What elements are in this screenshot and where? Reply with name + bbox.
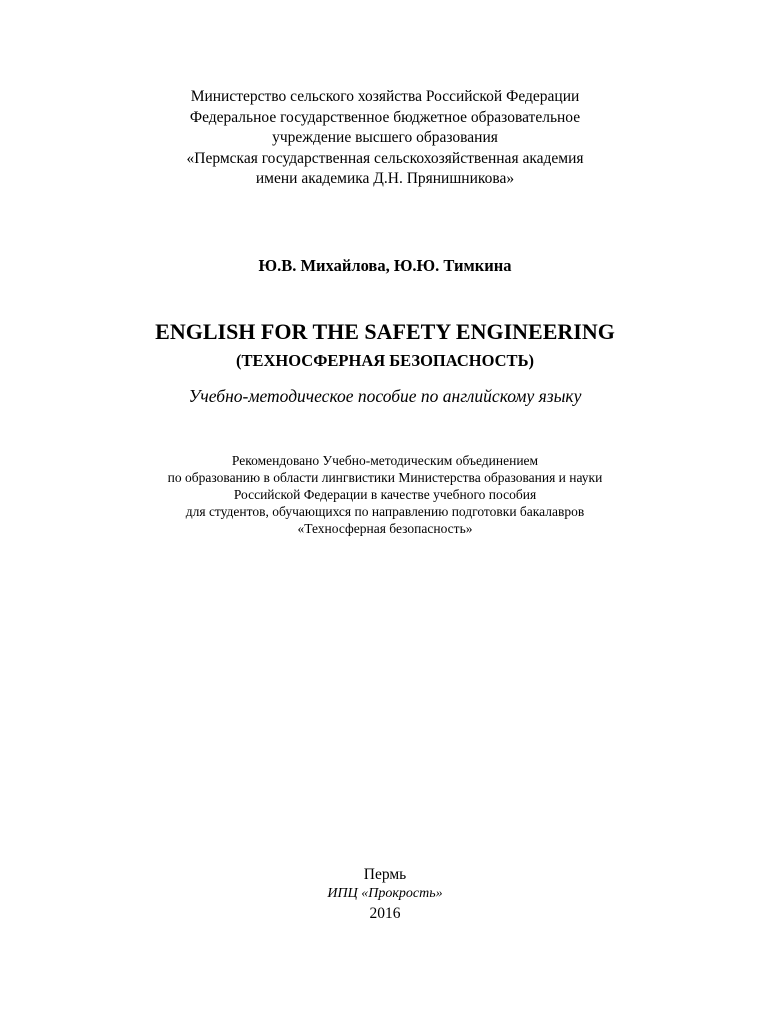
recommendation-line: Рекомендовано Учебно-методическим объединением	[231, 453, 539, 468]
book-subtitle	[0, 350, 770, 372]
book-title-text: ENGLISH FOR THE SAFETY ENGINEERING	[155, 319, 615, 344]
imprint-year-text: 2016	[369, 905, 401, 922]
imprint-city-text: Пермь	[363, 866, 407, 883]
recommendation-line: по образованию в области лингвистики Министерства образования и науки	[167, 470, 603, 485]
institution-line: «Пермская государственная сельскохозяйственная академия	[186, 149, 584, 167]
recommendation-line: Российской Федерации в качестве учебного пособия	[233, 487, 537, 502]
institution-header	[0, 87, 770, 190]
book-title	[0, 318, 770, 346]
book-description	[0, 385, 770, 407]
book-subtitle-text: (ТЕХНОСФЕРНАЯ БЕЗОПАСНОСТЬ)	[236, 351, 534, 370]
institution-line: учреждение высшего образования	[272, 129, 498, 146]
imprint-publisher-text: ИПЦ «Прокрость»	[327, 886, 443, 901]
recommendation-line: «Техносферная безопасность»	[297, 521, 473, 536]
institution-line: Министерство сельского хозяйства Российской Федерации	[190, 88, 580, 105]
institution-line: Федеральное государственное бюджетное образовательное	[189, 108, 581, 126]
institution-line: имени академика Д.Н. Прянишникова»	[255, 170, 515, 187]
imprint-city	[0, 865, 770, 884]
authors	[0, 255, 770, 277]
authors-text: Ю.В. Михайлова, Ю.Ю. Тимкина	[258, 256, 512, 275]
recommendation-line: для студентов, обучающихся по направлению подготовки бакалавров	[185, 504, 585, 519]
recommendation-note	[0, 452, 770, 537]
book-description-text: Учебно-методическое пособие по английскому языку	[188, 386, 582, 406]
imprint-publisher	[0, 885, 770, 903]
imprint-year	[0, 904, 770, 923]
